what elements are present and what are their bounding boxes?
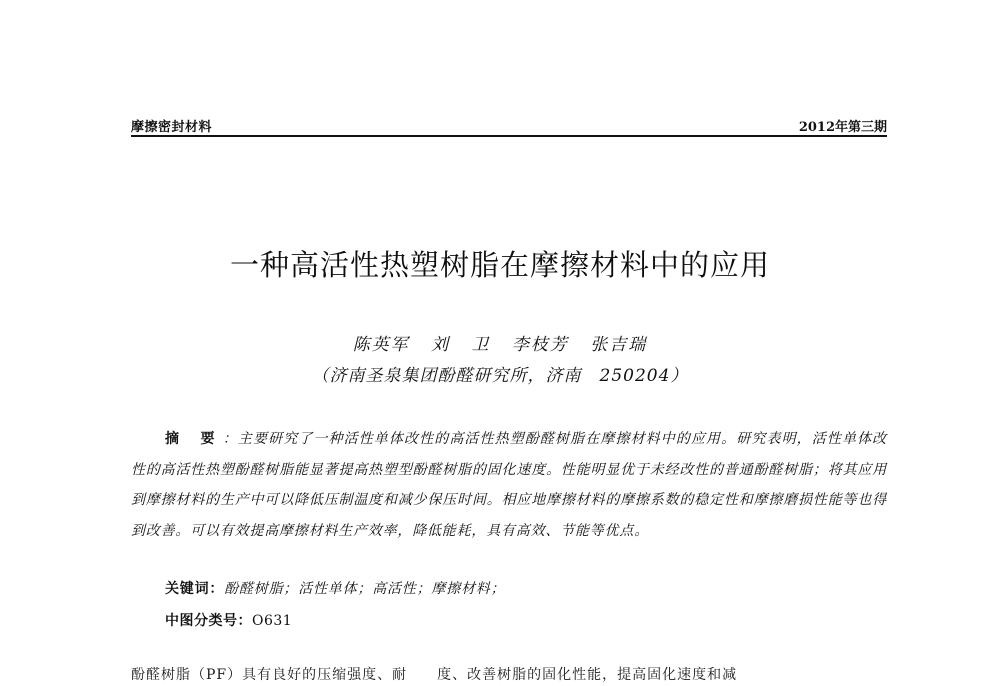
keywords-label: 关键词： [165, 581, 225, 597]
running-header [131, 112, 887, 136]
issue-label: 2012年第三期 [798, 120, 887, 135]
authors: 陈英军 刘 卫 李枝芳 张吉瑞 [352, 335, 648, 355]
body-text-cutoff: 酚醛树脂（PF）具有良好的压缩强度、耐 度、改善树脂的固化性能，提高固化速度和减 [131, 667, 738, 683]
keywords-text: 酚醛树脂；活性单体；高活性；摩擦材料； [224, 581, 506, 597]
journal-name: 摩擦密封材料 [131, 120, 213, 135]
abstract-colon: ： [222, 431, 238, 447]
abstract-text: 主要研究了一种活性单体改性的高活性热塑酚醛树脂在摩擦材料中的应用。研究表明，活性单体改性的高活性热塑酚醛树脂能显著提高热塑型酚醛树脂的固化速度。性能明显优于未经改性的普通酚醛树脂；将其应用到摩擦材料的生产中可以降低压制温度和减少保压时间。相应地摩擦材料的摩擦系数的稳定性和摩擦磨损性能等也得到改善。可以有效提高摩擦材料生产效率，降低能耗，具有高效、节能等优点。 [131, 431, 887, 539]
classification-label: 中图分类号： [165, 613, 252, 629]
abstract [131, 424, 887, 546]
abstract-label: 摘 要 [165, 431, 223, 447]
keywords [165, 578, 505, 598]
paper-title: 一种高活性热塑树脂在摩擦材料中的应用 [229, 248, 770, 282]
classification-number [165, 610, 292, 630]
header-rule [131, 135, 887, 137]
classification-value: O631 [252, 613, 293, 629]
affiliation: （济南圣泉集团酚醛研究所，济南 250204） [311, 366, 689, 386]
